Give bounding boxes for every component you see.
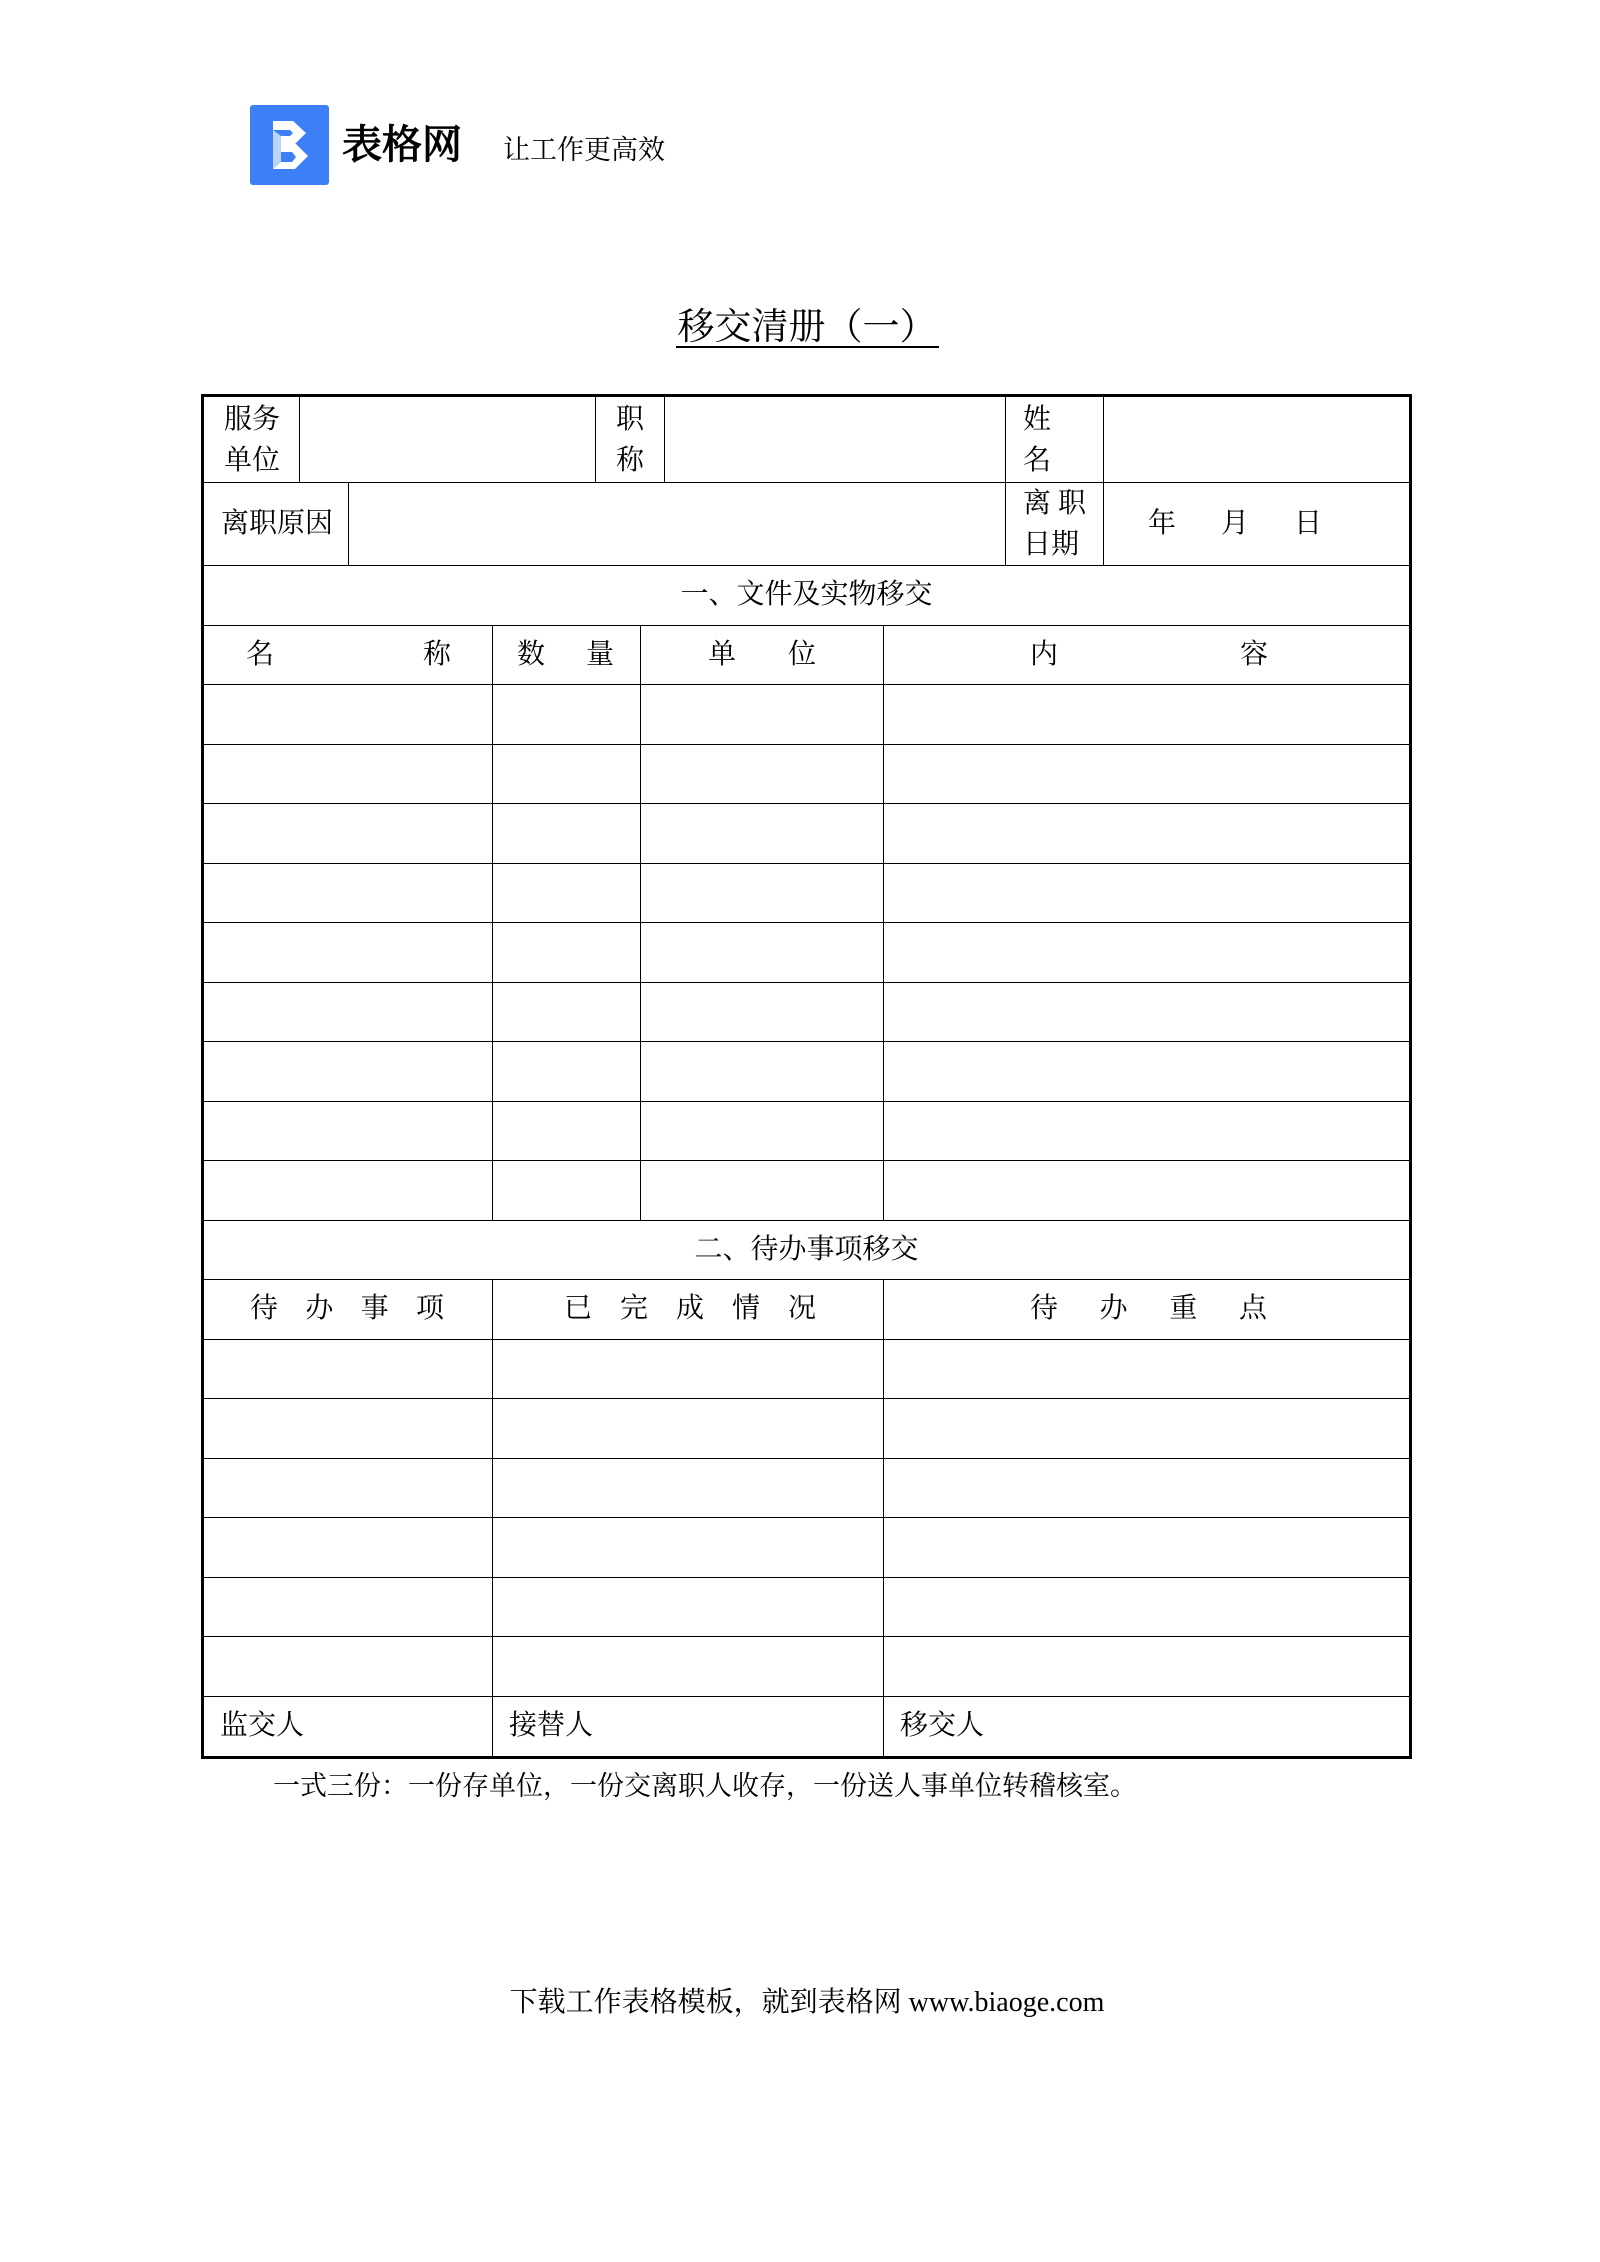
brand-name: 表格网 [342,123,462,167]
section1-row-cell [884,864,1409,923]
label-line: 姓 [1023,403,1052,435]
info-row-2 [204,483,1409,566]
section1-row-cell [204,1161,493,1220]
section1-row-cell [493,1042,641,1101]
section2-row-cell [204,1399,493,1458]
section1-row-cell [884,923,1409,982]
section1-row-cell [204,1042,493,1101]
col-header-name [204,626,493,685]
job-title-label [596,397,665,482]
section1-row-cell [641,745,884,804]
label-line: 名 [1023,444,1052,476]
col-header-text: 待 办 事 项 [250,1293,444,1325]
label-line: 单位 [224,444,281,476]
section2-header-row [204,1280,1409,1340]
section1-row-cell [493,983,641,1042]
section2-row [204,1399,1409,1459]
section1-row-cell [641,804,884,863]
section2-row [204,1637,1409,1697]
section2-row-cell [204,1637,493,1696]
label-line: 称 [616,444,645,476]
section1-heading-row [204,566,1409,626]
successor-label: 接替人 [493,1697,884,1757]
section1-row-cell [884,1161,1409,1220]
section1-row-cell [493,685,641,744]
section2-rows [204,1340,1409,1697]
section1-row-cell [204,745,493,804]
section2-row-cell [493,1578,884,1637]
section2-row-cell [884,1399,1409,1458]
section2-row-cell [493,1399,884,1458]
section1-row-cell [493,923,641,982]
label-line: 服务 [224,403,281,435]
section1-row-cell [641,1042,884,1101]
section1-row-cell [493,745,641,804]
section2-row-cell [493,1518,884,1577]
handover-table [201,394,1412,1759]
section1-row-cell [641,685,884,744]
section1-row [204,923,1409,983]
label-line: 离 职 [1023,488,1087,519]
label-line: 日期 [1023,529,1080,560]
col-header-text: 数 量 [517,638,614,670]
section1-row-cell [204,864,493,923]
document-title: 移交清册（一） [677,306,937,347]
section1-row-cell [204,923,493,982]
service-unit-label [204,397,300,482]
signature-row [204,1697,1409,1757]
section2-row-cell [204,1518,493,1577]
name-value [1104,397,1409,482]
col-header-progress [493,1280,884,1339]
section1-header-row [204,626,1409,686]
resign-date-value [1104,483,1409,565]
section2-row-cell [204,1578,493,1637]
section1-row [204,685,1409,745]
section1-row [204,1102,1409,1162]
section1-row-cell [884,745,1409,804]
section1-row-cell [641,983,884,1042]
col-header-content [884,626,1409,685]
section2-row-cell [204,1340,493,1399]
col-header-text: 已 完 成 情 况 [564,1293,816,1325]
resign-date-label [1006,483,1104,565]
section2-row-cell [884,1637,1409,1696]
info-row-1 [204,397,1409,483]
section1-row [204,864,1409,924]
section2-row-cell [884,1459,1409,1518]
section1-row-cell [493,1161,641,1220]
section2-row-cell [884,1340,1409,1399]
section1-rows [204,685,1409,1221]
date-day: 日 [1294,508,1323,539]
resign-reason-label: 离职原因 [204,483,349,565]
resign-reason-value [349,483,1006,565]
section1-row-cell [493,864,641,923]
section1-row-cell [884,1102,1409,1161]
section2-row-cell [884,1518,1409,1577]
name-label [1006,397,1104,482]
section1-row-cell [884,685,1409,744]
col-header-text: 名 称 [246,638,451,670]
date-year: 年 [1148,508,1177,539]
section1-row-cell [641,1102,884,1161]
col-header-text: 单 位 [708,638,816,670]
biaoge-logo-icon [250,105,329,185]
service-unit-value [300,397,596,482]
col-header-quantity [493,626,641,685]
section2-row [204,1578,1409,1638]
section2-row-cell [493,1637,884,1696]
section2-row-cell [493,1340,884,1399]
section1-heading: 一、文件及实物移交 [680,579,933,611]
supervisor-label: 监交人 [204,1697,493,1757]
section2-row-cell [204,1459,493,1518]
section1-row-cell [884,804,1409,863]
section1-row-cell [204,804,493,863]
col-header-key-points [884,1280,1409,1339]
section2-row-cell [884,1578,1409,1637]
brand-slogan: 让工作更高效 [503,135,665,165]
section2-row-cell [493,1459,884,1518]
section2-row [204,1459,1409,1519]
section1-row-cell [884,983,1409,1042]
job-title-value [665,397,1006,482]
section2-heading: 二、待办事项移交 [694,1233,919,1265]
section1-row [204,745,1409,805]
section1-row-cell [204,685,493,744]
section1-row-cell [204,1102,493,1161]
section1-row [204,1042,1409,1102]
title-wrap [14,308,1600,348]
section1-row-cell [493,804,641,863]
col-header-unit [641,626,884,685]
section1-row-cell [641,923,884,982]
section1-row-cell [884,1042,1409,1101]
date-month: 月 [1221,508,1250,539]
page-footer: 下载工作表格模板，就到表格网 www.biaoge.com [509,1987,1105,2018]
label-line: 职 [616,403,645,435]
section1-row-cell [204,983,493,1042]
section1-row-cell [493,1102,641,1161]
copies-note: 一式三份：一份存单位，一份交离职人收存，一份送人事单位转稽核室。 [273,1771,1137,1801]
section1-row [204,1161,1409,1221]
handover-person-label: 移交人 [900,1710,985,1742]
col-header-pending-item [204,1280,493,1339]
col-header-text: 内 容 [1030,638,1268,670]
section2-heading-row [204,1221,1409,1281]
section2-row [204,1340,1409,1400]
section1-row [204,983,1409,1043]
section1-row-cell [641,1161,884,1220]
col-header-text: 待 办 重 点 [1030,1293,1267,1325]
section1-row-cell [641,864,884,923]
section1-row [204,804,1409,864]
section2-row [204,1518,1409,1578]
